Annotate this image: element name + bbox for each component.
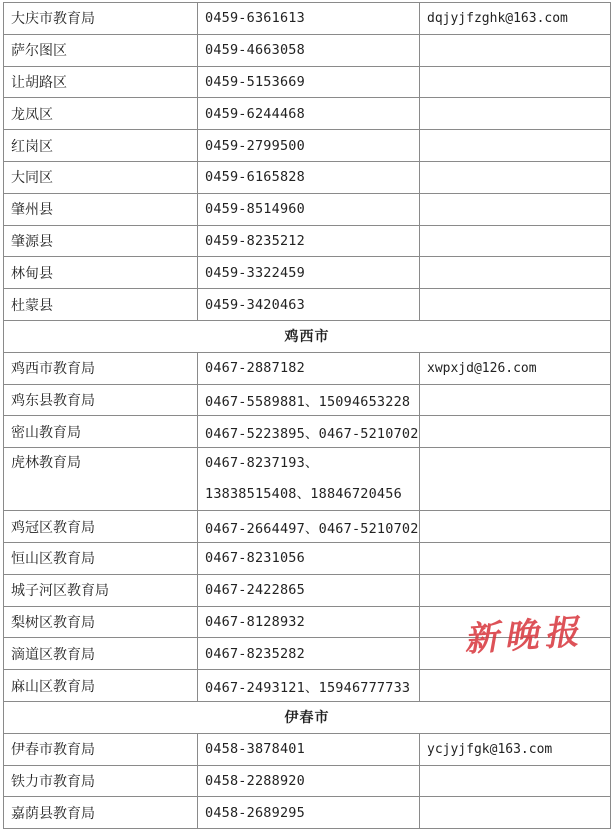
- bureau-name-cell: 虎林教育局: [4, 448, 198, 511]
- phone-cell: 0458-2288920: [198, 765, 420, 797]
- contacts-table-body: [4, 3, 611, 829]
- email-cell: [420, 98, 611, 130]
- email-cell: ycjyjfgk@163.com: [420, 733, 611, 765]
- email-cell: [420, 34, 611, 66]
- section-heading: 伊春市: [4, 701, 611, 733]
- bureau-name-cell: 大庆市教育局: [4, 3, 198, 35]
- email-cell: dqjyjfzghk@163.com: [420, 3, 611, 35]
- phone-cell: 0459-2799500: [198, 130, 420, 162]
- bureau-name-cell: 嘉荫县教育局: [4, 797, 198, 829]
- bureau-name-cell: 恒山区教育局: [4, 542, 198, 574]
- email-cell: [420, 797, 611, 829]
- table-row: [4, 193, 611, 225]
- email-cell: [420, 606, 611, 638]
- table-row: [4, 289, 611, 321]
- phone-cell: 0467-8231056: [198, 542, 420, 574]
- table-row: [4, 542, 611, 574]
- table-row: [4, 3, 611, 35]
- phone-cell: 0459-5153669: [198, 66, 420, 98]
- table-row: [4, 161, 611, 193]
- phone-cell: 0467-5223895、0467-5210702: [198, 416, 420, 448]
- email-cell: [420, 66, 611, 98]
- phone-cell: 0467-2493121、15946777733: [198, 670, 420, 702]
- bureau-name-cell: 城子河区教育局: [4, 574, 198, 606]
- email-cell: [420, 574, 611, 606]
- section-heading: 鸡西市: [4, 320, 611, 352]
- table-row: [4, 606, 611, 638]
- table-row: [4, 257, 611, 289]
- bureau-name-cell: 林甸县: [4, 257, 198, 289]
- table-row: [4, 638, 611, 670]
- email-cell: [420, 225, 611, 257]
- email-cell: [420, 670, 611, 702]
- bureau-name-cell: 让胡路区: [4, 66, 198, 98]
- phone-cell: 0458-3878401: [198, 733, 420, 765]
- phone-cell: 0467-8235282: [198, 638, 420, 670]
- phone-cell: 0467-2887182: [198, 352, 420, 384]
- phone-cell: 0459-3322459: [198, 257, 420, 289]
- phone-cell: 0467-5589881、15094653228: [198, 384, 420, 416]
- bureau-name-cell: 鸡东县教育局: [4, 384, 198, 416]
- bureau-name-cell: 麻山区教育局: [4, 670, 198, 702]
- phone-cell: 0459-8235212: [198, 225, 420, 257]
- phone-cell: 0459-3420463: [198, 289, 420, 321]
- phone-cell: 0467-8237193、13838515408、18846720456: [198, 448, 420, 511]
- email-cell: [420, 511, 611, 543]
- phone-cell: 0458-2689295: [198, 797, 420, 829]
- phone-cell: 0459-4663058: [198, 34, 420, 66]
- table-row: [4, 733, 611, 765]
- bureau-name-cell: 伊春市教育局: [4, 733, 198, 765]
- table-row: [4, 225, 611, 257]
- table-row: [4, 511, 611, 543]
- table-row: [4, 448, 611, 511]
- phone-cell: 0459-6361613: [198, 3, 420, 35]
- email-cell: [420, 130, 611, 162]
- phone-cell: 0459-6165828: [198, 161, 420, 193]
- bureau-name-cell: 肇州县: [4, 193, 198, 225]
- email-cell: [420, 416, 611, 448]
- bureau-name-cell: 梨树区教育局: [4, 606, 198, 638]
- email-cell: [420, 289, 611, 321]
- newspaper-watermark-logo: 新晚报: [462, 611, 586, 661]
- bureau-name-cell: 鸡西市教育局: [4, 352, 198, 384]
- email-cell: [420, 193, 611, 225]
- table-row: [4, 98, 611, 130]
- section-heading-row: [4, 320, 611, 352]
- email-cell: xwpxjd@126.com: [420, 352, 611, 384]
- phone-cell: 0467-2422865: [198, 574, 420, 606]
- bureau-name-cell: 滴道区教育局: [4, 638, 198, 670]
- table-row: [4, 416, 611, 448]
- contacts-table: [3, 2, 611, 829]
- phone-cell: 0467-2664497、0467-5210702: [198, 511, 420, 543]
- email-cell: [420, 257, 611, 289]
- table-row: [4, 797, 611, 829]
- bureau-name-cell: 鸡冠区教育局: [4, 511, 198, 543]
- phone-cell: 0459-8514960: [198, 193, 420, 225]
- bureau-name-cell: 杜蒙县: [4, 289, 198, 321]
- email-cell: [420, 161, 611, 193]
- bureau-name-cell: 萨尔图区: [4, 34, 198, 66]
- section-heading-row: [4, 701, 611, 733]
- bureau-name-cell: 龙凤区: [4, 98, 198, 130]
- bureau-name-cell: 肇源县: [4, 225, 198, 257]
- table-row: [4, 66, 611, 98]
- email-cell: [420, 765, 611, 797]
- bureau-name-cell: 红岗区: [4, 130, 198, 162]
- table-row: [4, 352, 611, 384]
- email-cell: [420, 638, 611, 670]
- table-row: [4, 34, 611, 66]
- phone-cell: 0459-6244468: [198, 98, 420, 130]
- table-row: [4, 130, 611, 162]
- email-cell: [420, 542, 611, 574]
- bureau-name-cell: 铁力市教育局: [4, 765, 198, 797]
- table-row: [4, 574, 611, 606]
- bureau-name-cell: 密山教育局: [4, 416, 198, 448]
- email-cell: [420, 448, 611, 511]
- table-row: [4, 670, 611, 702]
- table-row: [4, 765, 611, 797]
- phone-cell: 0467-8128932: [198, 606, 420, 638]
- table-row: [4, 384, 611, 416]
- email-cell: [420, 384, 611, 416]
- bureau-name-cell: 大同区: [4, 161, 198, 193]
